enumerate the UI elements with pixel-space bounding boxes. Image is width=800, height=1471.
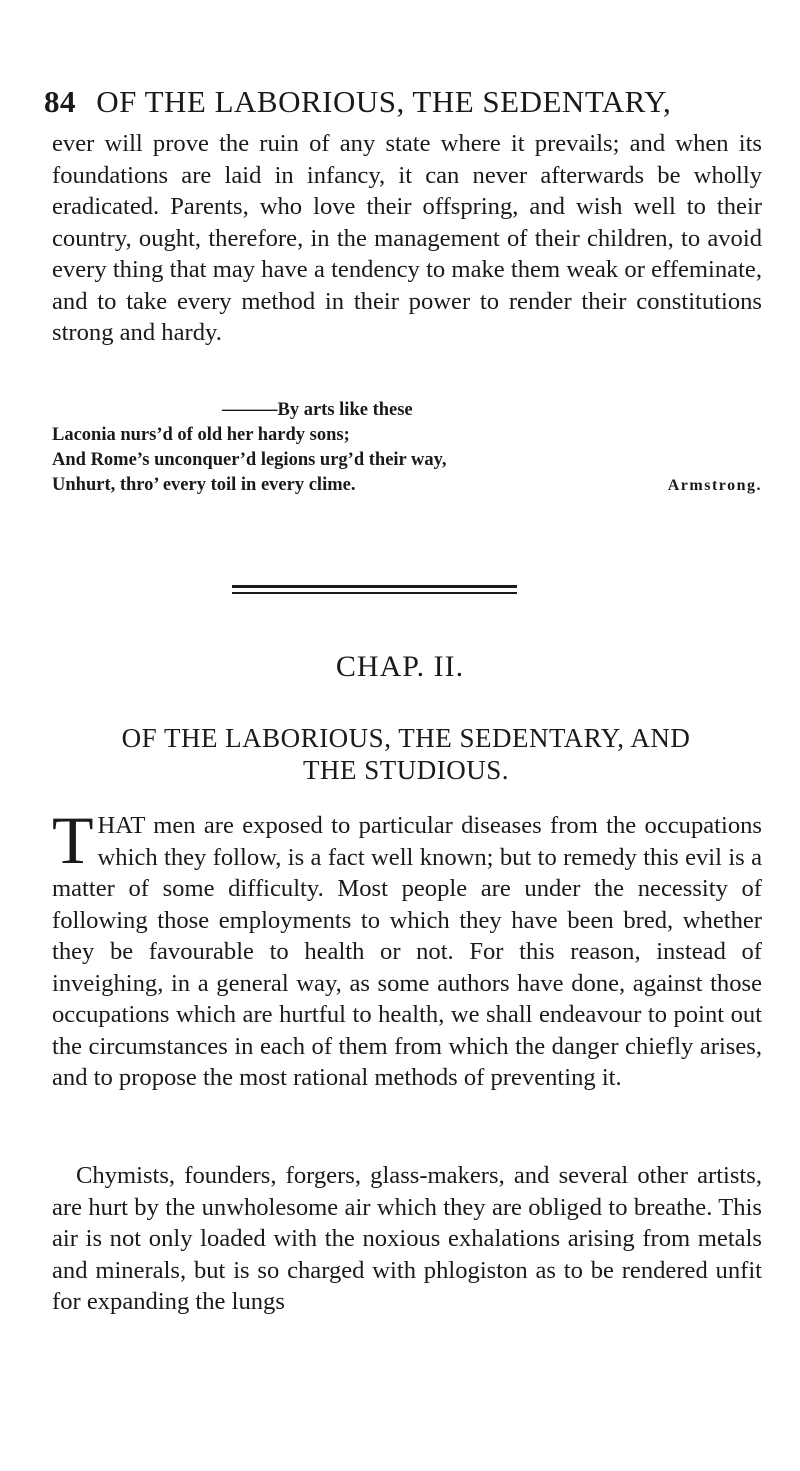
paragraph-1: ever will prove the ruin of any state where it prevails; and when its foundations are laid in infancy, it can never afterwards be wholly eradicated. Parents, who love their offspring, and wish well to their country, ought, therefore, in the management of their children, to avoid every thing that may have a tendency to make them weak or effeminate, and to take every method in their power to render their constitutions strong and hardy. [52,130,762,346]
verse-attribution: Armstrong. [667,477,762,494]
paragraph-2 [52,802,762,1094]
running-header [44,84,764,120]
paragraph-3 [52,1160,762,1318]
section-divider-rule [232,585,517,588]
chapter-title-line-2: THE STUDIOUS. [303,755,509,785]
verse-line-3: And Rome’s unconquer’d legions urg’d their way, [52,450,447,470]
chapter-label: CHAP. II. [335,650,465,683]
chapter-title-line-1: OF THE LABORIOUS, THE SEDENTARY, AND [121,723,691,753]
drop-cap: T [52,802,94,878]
verse-line-4-row [52,473,762,498]
verse-line-2: Laconia nurs’d of old her hardy sons; [52,425,350,445]
running-title: OF THE LABORIOUS, THE SEDENTARY, [96,84,672,119]
paragraph-2-text: HAT men are exposed to particular diseases from the occupations which they follow, is a fact well known; but to remedy this evil is a matter of some difficulty. Most people are under the necessity of following those employments to which they have been bred, whether they be favourable to health or not. For this reason, instead of inveighing, in a general way, as some authors have done, against those occupations which are hurtful to health, we shall endeavour to point out the circumstances in each of them from which the danger chiefly arises, and to propose the most rational methods of preventing it. [52,812,762,1091]
section-divider-rule-thin [232,592,517,594]
verse-quotation [52,398,762,498]
chapter-title [50,722,762,786]
verse-line-4: Unhurt, thro’ every toil in every clime. [52,475,356,495]
page-number: 84 [44,84,76,119]
paragraph-3-text: Chymists, founders, forgers, glass-makers, and several other artists, are hurt by the unwholesome air which they are obliged to breathe. This air is not only loaded with the noxious exhalations arising from metals and minerals, but is so charged with phlogiston as to be rendered unfit for expanding the lungs [52,1162,762,1315]
verse-line-1: ———By arts like these [222,400,413,420]
